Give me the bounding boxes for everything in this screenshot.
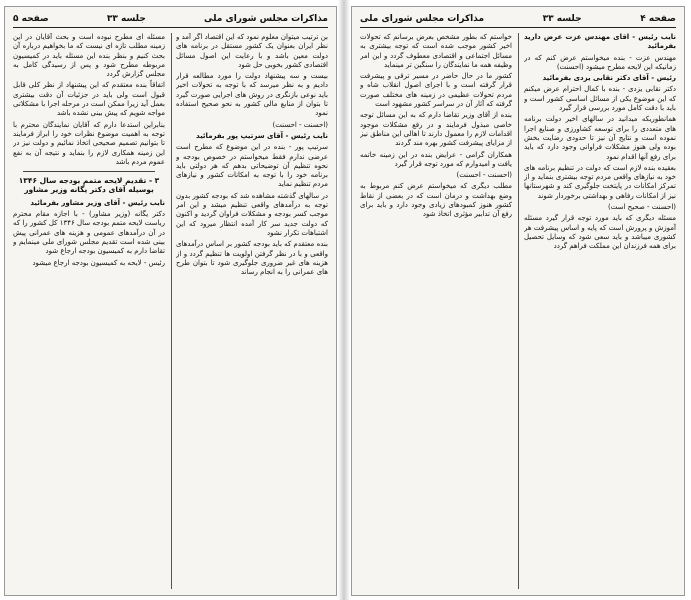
paragraph: همانطوریکه میدانید در سالهای اخیر دولت برنامه های متعددی را برای توسعه کشاورزی و صنایع اجرا نموده است و نتایج آن نیز تا حدودی رضایت بخش بوده ولی هنوز مشکلات فراوانی وجود دارد که باید برای رفع آنها اقدام نمود [524, 115, 676, 161]
paragraph: دکتر یگانه (وزیر مشاور) - با اجازه مقام محترم ریاست لایحه متمم بودجه سال ۱۳۴۶ کل کشور را که در آن درآمدهای عمومی و هزینه های عمرانی پیش بینی شده است تقدیم مجلس شورای ملی مینمایم و تقاضا دارم به کمیسیون بودجه ارجاع شود [13, 210, 165, 256]
page-header [360, 11, 676, 28]
speaker-line: رئیس - آقای دکتر نقابی یزدی بفرمائید [542, 74, 676, 83]
paragraph: کشور ما در حال حاضر در مسیر ترقی و پیشرفت قرار گرفته است و با اجرای اصول انقلاب شاه و مردم تحولات عظیمی در زمینه های مختلف صورت گرفته که آثار آن در سراسر کشور مشهود است [360, 72, 512, 109]
book-gutter [338, 0, 350, 600]
paragraph: مهندس عزت - بنده میخواستم عرض کنم که در زمانیکه این لایحه مطرح میشود (احسنت) [524, 53, 676, 71]
paragraph: بنده معتقدم که باید بودجه کشور بر اساس درآمدهای واقعی و با در نظر گرفتن اولویت ها تنظیم گردد و از هزینه های غیر ضروری جلوگیری شود تا بتوان طرح های عمرانی را به انجام رساند [176, 240, 328, 277]
paragraph: بن ترتیب میتوان معلوم نمود که این اقتصاد اگر آمد و نظر ایران بعنوان یک کشور مستقل در برنامه های دولت معین باشد و با رعایت این اصول مسائل اقتصادی کشور بخوبی حل شود [176, 33, 328, 69]
paragraph: همکاران گرامی - عرایض بنده در این زمینه خاتمه یافت و امیدوارم که مورد توجه قرار گیرد [360, 150, 512, 168]
speaker-line: نایب رئیس - آقای سرتیپ پور بفرمائید [196, 131, 328, 140]
page-number: صفحه ۴ [640, 14, 676, 24]
paragraph: مسئله ای مطرح نبوده است و بحث آقایان در این زمینه مطلب تازه ای نیست که ما بخواهیم درباره آن بحث کنیم و بنظر بنده این مسئله باید در کمیسیون مربوطه مطرح شود و پس از رسیدگی کامل به مجلس گزارش گردد [13, 33, 165, 79]
page-number: صفحه ۵ [13, 14, 49, 24]
column-divider [171, 33, 172, 589]
running-title: مذاکرات مجلس شورای ملی [360, 14, 485, 24]
running-title: مذاکرات مجلس شورای ملی [203, 14, 328, 24]
paragraph: بیست و سه پیشنهاد دولت را مورد مطالعه قرار دادیم و به نظر میرسد که با توجه به تحولات اخیر باید نوعی بازنگری در روش های اجرایی صورت گیرد تا بتوان از منابع مالی کشور به نحو صحیح استفاده نمود [176, 72, 328, 118]
text-column-right [524, 33, 676, 589]
page-4 [351, 6, 685, 596]
paragraph: دکتر نقابی یزدی - بنده با کمال احترام عرض میکنم که این موضوع یکی از مسائل اساسی کشور است و باید با دقت کامل مورد بررسی قرار گیرد [524, 85, 676, 113]
text-column-left [13, 33, 165, 589]
column-divider [518, 33, 519, 589]
paragraph: مسئله دیگری که باید مورد توجه قرار گیرد مسئله آموزش و پرورش است که پایه و اساس پیشرفت هر کشوری میباشد و باید سعی شود که وسایل تحصیل برای همه فرزندان این مملکت فراهم گردد [524, 214, 676, 251]
paragraph: رئیس - لایحه به کمیسیون بودجه ارجاع میشود [32, 258, 165, 267]
paragraph: (احسنت - صحیح است) [608, 203, 676, 212]
speaker-line: نایب رئیس - آقای مهندس عزت عرض دارید بفرمائید [524, 33, 676, 51]
paragraph: بنده از آقای وزیر تقاضا دارم که به این مسائل توجه خاصی مبذول فرمایند و در رفع مشکلات موجود اقدامات لازم را معمول دارند تا اهالی این مناطق نیز از مزایای پیشرفت کشور بهره مند گردند [360, 111, 512, 148]
paragraph: اتفاقاً بنده معتقدم که این پیشنهاد از نظر کلی قابل قبول است ولی باید در جزئیات آن دقت بیشتری بعمل آید زیرا ممکن است در مرحله اجرا با مشکلاتی مواجه شویم که پیش بینی نشده باشد [13, 81, 165, 118]
section-separator [23, 171, 155, 172]
page-header [13, 11, 328, 28]
paragraph: سرتیپ پور - بنده در این موضوع که مطرح است عرضی ندارم فقط میخواستم در خصوص بودجه و نحوه تنظیم آن توضیحاتی بدهم که هر دولتی باید برنامه خود را با توجه به امکانات کشور و نیازهای مردم تنظیم نماید [176, 143, 328, 189]
session-label: جلسه ۳۳ [542, 14, 582, 24]
paragraph: بنابراین استدعا دارم که آقایان نمایندگان محترم با توجه به اهمیت موضوع نظرات خود را ابراز فرمایند تا بتوانیم تصمیم صحیحی اتخاذ نمائیم و دولت نیز در این زمینه همکاری لازم را بنماید و نتیجه آن به نفع عموم مردم باشد [13, 120, 165, 166]
section-heading: ۳ - تقدیم لایحه متمم بودجه سال ۱۳۴۶ بوسیله آقای دکتر یگانه وزیر مشاور [18, 176, 160, 195]
session-label: جلسه ۳۳ [106, 14, 146, 24]
paragraph: (احسنت - احسنت) [456, 171, 512, 180]
speaker-line: نایب رئیس - آقای وزیر مشاور بفرمائید [30, 198, 165, 207]
paragraph: خواستم که بطور مشخص بعرض برسانم که تحولات اخیر کشور موجب شده است که توجه بیشتری به مسائل اجتماعی و اقتصادی معطوف گردد و این امر وظیفه همه ما نمایندگان را سنگین تر مینماید [360, 33, 512, 69]
text-column-left [360, 33, 512, 589]
page-5 [4, 6, 337, 596]
paragraph: بعقیده بنده لازم است که دولت در تنظیم برنامه های خود به نیازهای واقعی مردم توجه بیشتری بنماید و از تمرکز امکانات در پایتخت جلوگیری کند و شهرستانها نیز از امکانات رفاهی و بهداشتی برخوردار شوند [524, 163, 676, 200]
paragraph: (احسنت - احسنت) [272, 120, 328, 129]
text-column-right [176, 33, 328, 589]
paragraph: در سالهای گذشته مشاهده شد که بودجه کشور بدون توجه به درآمدهای واقعی تنظیم میشد و این امر موجب کسر بودجه و مشکلات فراوان گردید و اکنون که دولت جدید سر کار آمده انتظار میرود که این اشتباهات تکرار نشود [176, 191, 328, 237]
paragraph: مطلب دیگری که میخواستم عرض کنم مربوط به وضع بهداشت و درمان است که در بعضی از نقاط کشور هنوز کمبودهای زیادی وجود دارد و باید برای رفع آن تدابیر مؤثری اتخاذ شود [360, 182, 512, 219]
